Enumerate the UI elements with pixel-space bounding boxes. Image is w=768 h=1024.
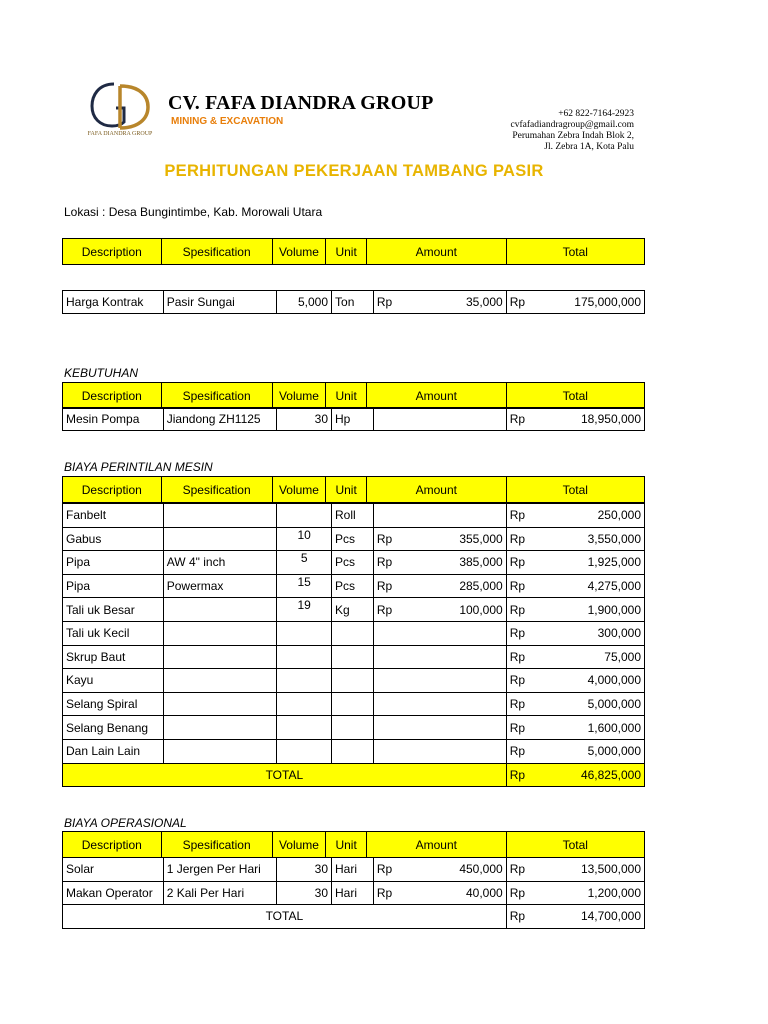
cell-amount xyxy=(400,692,506,716)
cell-currency: Rp xyxy=(506,669,533,693)
cell-unit xyxy=(332,669,374,693)
cell-volume: 10 xyxy=(277,527,332,551)
total-value: 46,825,000 xyxy=(533,763,645,787)
column-header-spesification: Spesification xyxy=(161,477,272,503)
cell-unit xyxy=(332,716,374,740)
cell-currency: Rp xyxy=(506,551,533,575)
cell-spec: 2 Kali Per Hari xyxy=(163,881,277,905)
cell-amount: 285,000 xyxy=(400,574,506,598)
cell-total: 250,000 xyxy=(533,504,645,528)
table-row xyxy=(63,527,645,551)
cell-currency xyxy=(373,669,400,693)
perintilan-table xyxy=(62,503,645,787)
table-row xyxy=(63,504,645,528)
cell-description: Selang Spiral xyxy=(63,692,164,716)
contract-table xyxy=(62,290,645,314)
contact-phone: +62 822-7164-2923 xyxy=(558,109,634,119)
cell-volume xyxy=(277,504,332,528)
column-header-total: Total xyxy=(506,383,644,409)
cell-currency xyxy=(373,408,400,431)
cell-spec xyxy=(163,716,277,740)
column-header-total: Total xyxy=(506,477,644,503)
cell-currency xyxy=(373,645,400,669)
cell-volume: 15 xyxy=(277,574,332,598)
column-header-description: Description xyxy=(63,239,162,265)
cell-currency: Rp xyxy=(373,598,400,622)
logo-text: FAFA DIANDRA GROUP xyxy=(87,131,153,137)
cell-currency: Rp xyxy=(506,621,533,645)
operasional-header-row xyxy=(62,831,645,858)
cell-amount: 450,000 xyxy=(400,858,506,882)
column-header-total: Total xyxy=(506,239,644,265)
cell-spec xyxy=(163,692,277,716)
table-row xyxy=(63,598,645,622)
cell-unit: Pcs xyxy=(332,574,374,598)
cell-unit: Hari xyxy=(332,881,374,905)
table-row xyxy=(63,645,645,669)
cell-description: Mesin Pompa xyxy=(63,408,164,431)
column-header-spesification: Spesification xyxy=(161,832,272,858)
cell-description: Kayu xyxy=(63,669,164,693)
column-header-description: Description xyxy=(63,832,162,858)
contact-block xyxy=(511,109,635,153)
column-header-description: Description xyxy=(63,383,162,409)
cell-unit xyxy=(332,739,374,763)
cell-total: 75,000 xyxy=(533,645,645,669)
total-value: 14,700,000 xyxy=(533,905,645,929)
cell-currency: Rp xyxy=(506,408,533,431)
column-header-volume: Volume xyxy=(272,832,325,858)
cell-description: Pipa xyxy=(63,551,164,575)
cell-currency xyxy=(373,739,400,763)
cell-spec: Jiandong ZH1125 xyxy=(163,408,277,431)
cell-volume xyxy=(277,621,332,645)
column-header-amount: Amount xyxy=(367,477,506,503)
cell-description: Solar xyxy=(63,858,164,882)
table-row xyxy=(63,881,645,905)
cell-total: 4,275,000 xyxy=(533,574,645,598)
cell-unit: Roll xyxy=(332,504,374,528)
table-row xyxy=(63,621,645,645)
cell-currency: Rp xyxy=(373,574,400,598)
kebutuhan-header-row xyxy=(62,382,645,409)
contact-email: cvfafadiandragroup@gmail.com xyxy=(510,120,634,130)
cell-spec xyxy=(163,621,277,645)
total-currency: Rp xyxy=(506,905,533,929)
company-name: CV. FAFA DIANDRA GROUP xyxy=(168,92,434,114)
column-header-unit: Unit xyxy=(326,477,367,503)
cell-description: Makan Operator xyxy=(63,881,164,905)
cell-currency: Rp xyxy=(506,291,533,314)
cell-amount xyxy=(400,408,506,431)
cell-description: Tali uk Besar xyxy=(63,598,164,622)
cell-unit xyxy=(332,621,374,645)
kebutuhan-table xyxy=(62,407,645,431)
cell-spec xyxy=(163,504,277,528)
total-label: TOTAL xyxy=(63,763,507,787)
table-row xyxy=(63,716,645,740)
contact-address-1: Perumahan Zebra Indah Blok 2, xyxy=(512,131,634,141)
cell-amount xyxy=(400,669,506,693)
contract-row xyxy=(63,291,645,314)
cell-total: 3,550,000 xyxy=(533,527,645,551)
cell-spec: 1 Jergen Per Hari xyxy=(163,858,277,882)
cell-volume xyxy=(277,739,332,763)
column-header-amount: Amount xyxy=(367,832,506,858)
table-row xyxy=(63,739,645,763)
cell-spec: AW 4" inch xyxy=(163,551,277,575)
cell-description: Tali uk Kecil xyxy=(63,621,164,645)
cell-unit: Ton xyxy=(332,291,374,314)
cell-currency: Rp xyxy=(506,739,533,763)
cell-currency: Rp xyxy=(373,881,400,905)
section-label-perintilan: BIAYA PERINTILAN MESIN xyxy=(64,460,213,474)
company-logo xyxy=(80,78,162,150)
cell-amount: 35,000 xyxy=(400,291,506,314)
table-row xyxy=(63,551,645,575)
cell-volume: 5 xyxy=(277,551,332,575)
column-header-spesification: Spesification xyxy=(161,383,272,409)
cell-currency: Rp xyxy=(373,527,400,551)
table-row xyxy=(63,574,645,598)
cell-volume: 5,000 xyxy=(277,291,332,314)
cell-volume: 30 xyxy=(277,408,332,431)
cell-spec: Pasir Sungai xyxy=(163,291,277,314)
total-row xyxy=(63,905,645,929)
column-header-volume: Volume xyxy=(272,477,325,503)
column-header-unit: Unit xyxy=(326,383,367,409)
section-label-kebutuhan: KEBUTUHAN xyxy=(64,366,139,380)
cell-total: 5,000,000 xyxy=(533,739,645,763)
cell-amount xyxy=(400,645,506,669)
cell-volume: 19 xyxy=(277,598,332,622)
cell-amount: 355,000 xyxy=(400,527,506,551)
cell-amount xyxy=(400,716,506,740)
cell-description: Selang Benang xyxy=(63,716,164,740)
company-tagline: MINING & EXCAVATION xyxy=(171,116,284,127)
column-header-unit: Unit xyxy=(326,832,367,858)
cell-total: 18,950,000 xyxy=(533,408,645,431)
cell-currency: Rp xyxy=(373,291,400,314)
column-header-volume: Volume xyxy=(272,383,325,409)
logo-monogram-icon xyxy=(80,78,162,134)
total-label: TOTAL xyxy=(63,905,507,929)
cell-total: 175,000,000 xyxy=(533,291,645,314)
table-row xyxy=(63,408,645,431)
cell-volume xyxy=(277,692,332,716)
cell-unit: Pcs xyxy=(332,527,374,551)
cell-description: Gabus xyxy=(63,527,164,551)
document-title: PERHITUNGAN PEKERJAAN TAMBANG PASIR xyxy=(164,162,544,180)
cell-currency: Rp xyxy=(373,551,400,575)
cell-spec xyxy=(163,527,277,551)
table-row xyxy=(63,858,645,882)
cell-currency xyxy=(373,621,400,645)
section-label-operasional: BIAYA OPERASIONAL xyxy=(64,816,187,830)
cell-spec xyxy=(163,739,277,763)
cell-spec: Powermax xyxy=(163,574,277,598)
cell-volume xyxy=(277,669,332,693)
location-text: Lokasi : Desa Bungintimbe, Kab. Morowali Utara xyxy=(64,205,323,219)
column-header-volume: Volume xyxy=(272,239,325,265)
cell-currency: Rp xyxy=(506,716,533,740)
cell-unit: Kg xyxy=(332,598,374,622)
cell-volume xyxy=(277,645,332,669)
cell-amount: 40,000 xyxy=(400,881,506,905)
cell-total: 1,900,000 xyxy=(533,598,645,622)
cell-total: 300,000 xyxy=(533,621,645,645)
cell-currency xyxy=(373,716,400,740)
cell-volume: 30 xyxy=(277,881,332,905)
cell-volume: 30 xyxy=(277,858,332,882)
cell-total: 4,000,000 xyxy=(533,669,645,693)
total-row xyxy=(63,763,645,787)
cell-currency: Rp xyxy=(506,858,533,882)
cell-amount xyxy=(400,621,506,645)
table-row xyxy=(63,669,645,693)
cell-description: Skrup Baut xyxy=(63,645,164,669)
cell-unit: Hari xyxy=(332,858,374,882)
cell-total: 1,600,000 xyxy=(533,716,645,740)
cell-description: Fanbelt xyxy=(63,504,164,528)
cell-amount: 100,000 xyxy=(400,598,506,622)
column-header-description: Description xyxy=(63,477,162,503)
cell-description: Harga Kontrak xyxy=(63,291,164,314)
column-header-spesification: Spesification xyxy=(161,239,272,265)
cell-unit: Hp xyxy=(332,408,374,431)
cell-amount xyxy=(400,739,506,763)
column-header-amount: Amount xyxy=(367,239,506,265)
cell-total: 1,200,000 xyxy=(533,881,645,905)
column-header-total: Total xyxy=(506,832,644,858)
cell-unit xyxy=(332,692,374,716)
cell-currency: Rp xyxy=(506,527,533,551)
cell-currency: Rp xyxy=(506,574,533,598)
cell-spec xyxy=(163,598,277,622)
table-row xyxy=(63,692,645,716)
perintilan-header-row xyxy=(62,476,645,503)
cell-currency: Rp xyxy=(506,598,533,622)
cell-spec xyxy=(163,669,277,693)
cell-currency: Rp xyxy=(373,858,400,882)
cell-description: Pipa xyxy=(63,574,164,598)
cell-currency: Rp xyxy=(506,692,533,716)
cell-total: 1,925,000 xyxy=(533,551,645,575)
cell-description: Dan Lain Lain xyxy=(63,739,164,763)
operasional-table xyxy=(62,857,645,929)
column-header-amount: Amount xyxy=(367,383,506,409)
cell-total: 5,000,000 xyxy=(533,692,645,716)
column-header-unit: Unit xyxy=(326,239,367,265)
cell-currency xyxy=(373,692,400,716)
cell-unit xyxy=(332,645,374,669)
cell-amount xyxy=(400,504,506,528)
cell-currency xyxy=(373,504,400,528)
cell-currency: Rp xyxy=(506,504,533,528)
cell-currency: Rp xyxy=(506,881,533,905)
cell-volume xyxy=(277,716,332,740)
cell-amount: 385,000 xyxy=(400,551,506,575)
cell-total: 13,500,000 xyxy=(533,858,645,882)
total-currency: Rp xyxy=(506,763,533,787)
contract-header-row xyxy=(62,238,645,265)
contact-address-2: Jl. Zebra 1A, Kota Palu xyxy=(544,142,634,152)
cell-unit: Pcs xyxy=(332,551,374,575)
cell-spec xyxy=(163,645,277,669)
cell-currency: Rp xyxy=(506,645,533,669)
